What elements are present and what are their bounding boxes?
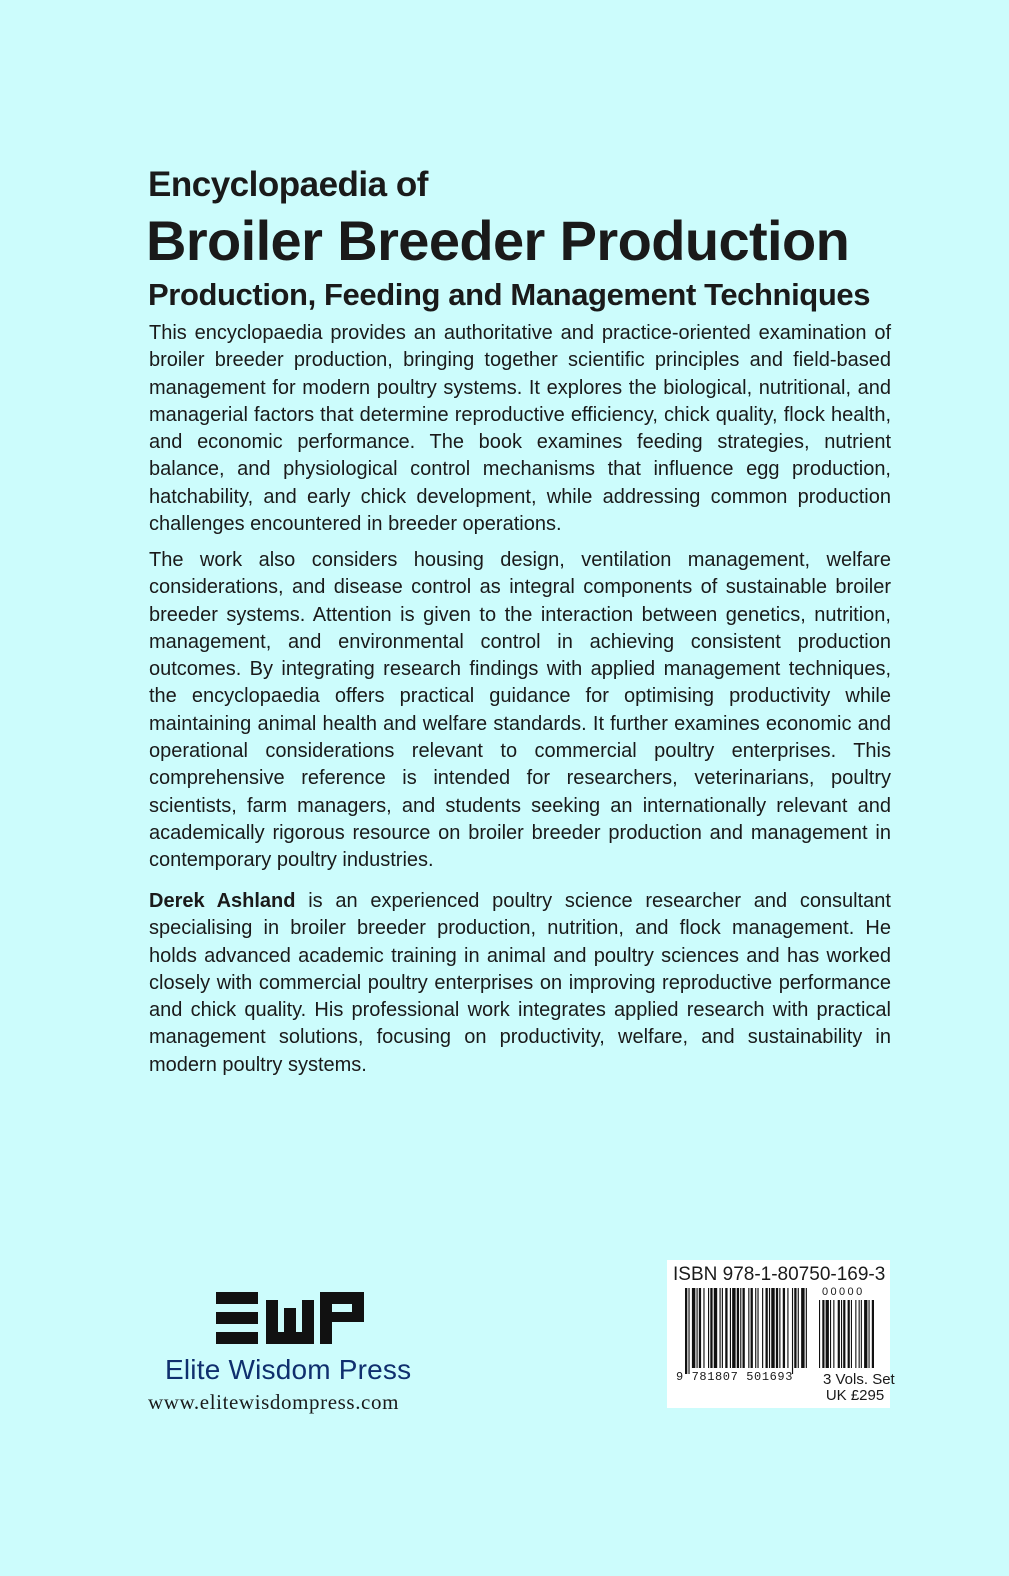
barcode-bar [769,1288,770,1368]
barcode-ean-digits: 9 781807 501693 [676,1370,794,1384]
barcode-panel [667,1260,895,1408]
barcode-bar [783,1288,785,1368]
author-bio-text: is an experienced poultry science researcher and consultant specialising in broiler breeder production, nutrition, and flock management. He holds advanced academic training in animal and poultry sciences and has worked closely with commercial poultry enterprises on improving reproductive performance and chick quality. His professional work integrates applied research with practical management solutions, focusing on productivity, welfare, and sustainability in modern poultry systems. [149,890,891,1076]
book-title: Broiler Breeder Production [146,209,850,272]
barcode-addon-bar [851,1300,852,1368]
series-label: Encyclopaedia of [148,165,428,204]
barcode-bar [703,1288,704,1368]
barcode-bar [688,1288,689,1374]
publisher-logo [216,1290,364,1346]
barcode-addon-digits: 00000 [822,1286,865,1298]
barcode-bar [766,1288,768,1368]
barcode-bar [801,1288,804,1368]
barcode-addon-bar [861,1300,862,1368]
barcode-bar [779,1288,780,1368]
barcode-bar [697,1288,698,1368]
barcode-addon-bar [841,1300,842,1368]
barcode-addon-bar [869,1300,870,1368]
barcode-bar [794,1288,796,1368]
barcode-addon-bar [843,1300,845,1368]
barcode-bar [787,1288,788,1368]
barcode-addon-bar [855,1300,856,1368]
barcode-bar [730,1288,731,1368]
barcode-bar [685,1288,687,1374]
barcode-addon-bar [819,1300,820,1368]
book-subtitle: Production, Feeding and Management Techniques [148,277,871,312]
barcode-bar [771,1288,774,1368]
barcode-addon-bar [838,1300,840,1368]
barcode-bar [748,1288,749,1368]
description-paragraph-2: The work also considers housing design, ventilation management, welfare considerations, and disease control as integral components of sustainable broiler breeder systems. Attention is given to the interaction between genetics, nutrition, management, and environmental control in achieving consistent production outcomes. By integrating research findings with applied management techniques, the encyclopaedia offers practical guidance for optimising productivity while maintaining animal health and welfare standards. It further examines economic and operational considerations relevant to commercial poultry enterprises. This comprehensive reference is intended for researchers, veterinarians, poultry scientists, farm managers, and students seeking an internationally relevant and academically rigorous resource on broiler breeder production and management in contemporary poultry industries. [149,549,891,872]
barcode-bar [762,1288,763,1368]
barcode-bar [699,1288,701,1368]
barcode-bar [743,1288,745,1368]
barcode-bar [714,1288,717,1368]
price-value: UK £295 [825,1387,885,1404]
barcode-bar [798,1288,799,1368]
barcode-addon-bar [848,1300,850,1368]
description-paragraph-1: This encyclopaedia provides an authoritative and practice-oriented examination of broiler breeder production, bringing together scientific principles and field-based management for modern poultry systems. It explores the biological, nutritional, and managerial factors that determine reproductive efficiency, chick quality, flock health, and economic performance. The book examines feeding strategies, nutrient balance, and physiological control mechanisms that influence egg production, hatchability, and early chick development, while addressing common production challenges encountered in breeder operations. [149,322,891,536]
publisher-url[interactable]: www.elitewisdompress.com [148,1390,399,1414]
barcode-addon-bar [826,1300,829,1368]
isbn-label: ISBN 978-1-80750-169-3 [673,1264,886,1285]
barcode-addon-bar [872,1300,874,1368]
set-label: 3 Vols. Set [823,1371,895,1388]
barcode-bar [732,1288,735,1368]
barcode-bar [806,1288,807,1368]
barcode-bar [757,1288,758,1368]
barcode-bar [708,1288,709,1368]
barcode-bar [740,1288,741,1368]
barcode-bar [722,1288,723,1368]
barcode-bar [710,1288,712,1368]
price-label [823,1371,895,1404]
barcode-bar [692,1288,695,1368]
barcode-addon-bar [859,1300,860,1368]
barcode-bar [725,1288,727,1368]
barcode-addon-bar [822,1300,824,1368]
barcode-addon-bar [833,1300,834,1368]
barcode-addon-bar [830,1300,831,1368]
author-bio [149,888,891,1079]
barcode-addon-bar [864,1300,867,1368]
barcode-bar [776,1288,778,1368]
barcode-bar [755,1288,756,1368]
barcode-bar [751,1288,753,1368]
barcode-bar [720,1288,721,1368]
barcode-bar [792,1288,793,1374]
publisher-name: Elite Wisdom Press [165,1354,412,1385]
author-name: Derek Ashland [149,890,296,912]
barcode-bar [737,1288,739,1368]
